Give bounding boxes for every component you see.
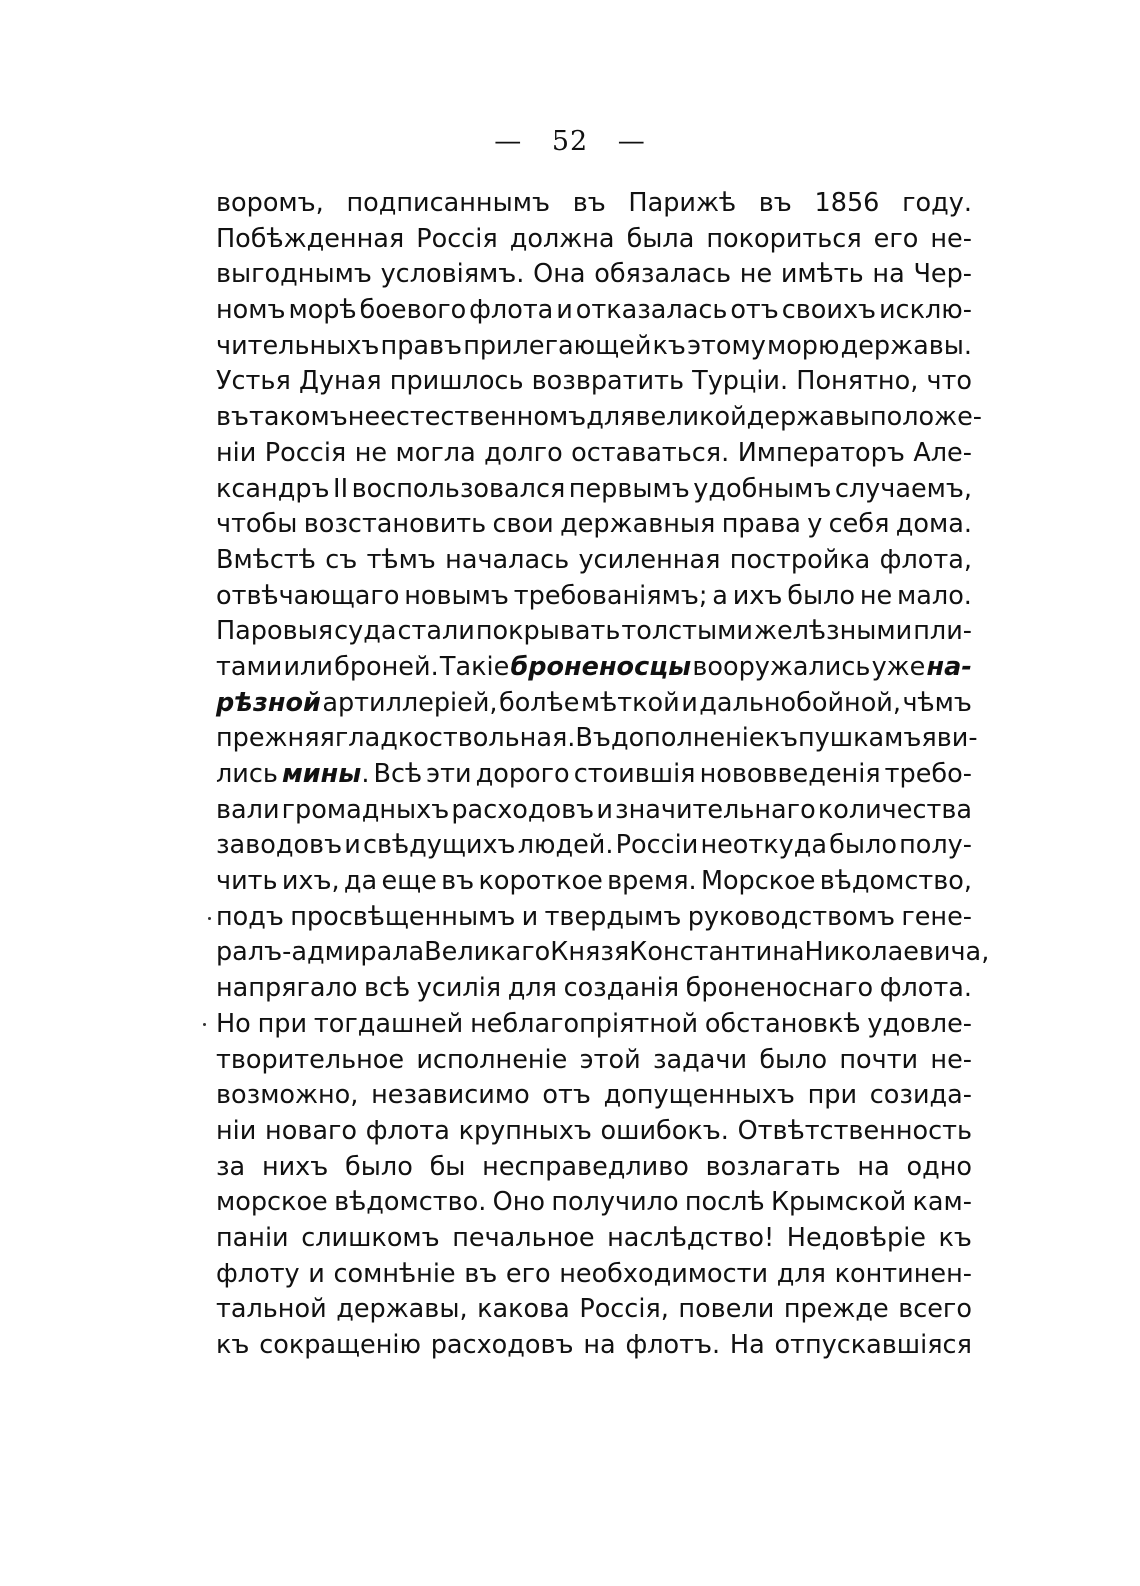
word: руководствомъ [687, 901, 895, 932]
word: ксандръ [216, 473, 330, 504]
word: заводовъ [216, 830, 343, 861]
word: отъ [730, 295, 779, 326]
word: чить [216, 866, 278, 897]
word: Всѣ [373, 759, 423, 789]
word: и [681, 687, 698, 718]
word: сокращенію [259, 1330, 421, 1360]
word: нихъ [261, 1151, 329, 1182]
word: болѣе [498, 687, 580, 718]
word: къ [938, 1222, 972, 1253]
page-number-header [0, 126, 1140, 157]
text-line [216, 507, 972, 543]
word: людей. [517, 830, 614, 861]
word: своихъ [781, 295, 877, 326]
word: эти [426, 759, 472, 789]
word: отъ [542, 1080, 591, 1111]
word: оставаться. [571, 437, 730, 468]
word: выгоднымъ [216, 259, 372, 290]
word: исклю- [878, 295, 972, 326]
word: творительное [216, 1044, 405, 1075]
word: усилія [416, 973, 502, 1004]
word: получило [551, 1187, 679, 1218]
word: державныя [560, 509, 716, 540]
word: морѣ [288, 295, 357, 326]
word: за [216, 1151, 246, 1182]
word: свои [492, 509, 554, 540]
word: ихъ [732, 580, 783, 611]
word: положе- [869, 402, 982, 433]
word: значительнаго [615, 794, 816, 825]
word: дальнобойной, [699, 687, 901, 718]
word: великой [635, 402, 747, 433]
word: гладкоствольная. [334, 723, 576, 754]
word: континен- [834, 1258, 972, 1289]
word: наслѣдство! [607, 1222, 775, 1253]
text-line [216, 971, 972, 1007]
word: и [308, 1258, 325, 1289]
word: Князя [550, 937, 630, 968]
word: просвѣщеннымъ [290, 901, 516, 932]
word: къ [764, 723, 798, 754]
word: неоткуда [700, 830, 828, 861]
word: для [507, 973, 557, 1004]
word: морю [766, 330, 840, 361]
word: созида- [869, 1080, 972, 1111]
word: при [807, 1080, 858, 1111]
text-line [216, 1043, 972, 1079]
word: возлагать [705, 1151, 841, 1182]
word: удовле- [867, 1008, 972, 1039]
word: стоившія [573, 759, 696, 789]
word: мало. [897, 580, 972, 611]
word: броней. [334, 651, 439, 682]
word: Николаевича, [804, 937, 990, 968]
word: а [712, 580, 728, 611]
text-line [216, 828, 972, 864]
word: печальное [452, 1222, 595, 1253]
word: и [556, 295, 573, 326]
word: началась [445, 544, 570, 575]
word: на [857, 1151, 890, 1182]
word: броненоснаго [685, 973, 874, 1004]
word: дома. [895, 509, 972, 540]
word: морское [216, 1187, 328, 1218]
word: короткое [478, 866, 603, 897]
word: всѣ [363, 973, 411, 1004]
word: Дуная [298, 366, 382, 397]
word: уже [871, 651, 926, 682]
text-line [216, 1185, 972, 1221]
word: Оно [492, 1187, 546, 1218]
italic-term: мины [281, 759, 362, 789]
word: свѣдущихъ [362, 830, 516, 861]
word: къ [652, 330, 686, 361]
word: не- [930, 223, 972, 254]
text-line [216, 329, 972, 365]
word: случаемъ, [834, 473, 972, 504]
word: тѣмъ [366, 544, 436, 575]
word: Парижѣ [628, 188, 737, 218]
word: Паровыя [216, 616, 334, 647]
text-line [216, 1114, 972, 1150]
word: 1856 [814, 188, 880, 218]
word: ралъ-адмирала [216, 937, 425, 968]
word: новымъ [404, 580, 509, 611]
text-line [216, 436, 972, 472]
word: громадныхъ [281, 794, 450, 825]
word: возможно, [216, 1080, 359, 1111]
word: нововведенія [699, 759, 881, 789]
text-line [216, 900, 972, 936]
text-line [216, 1007, 972, 1043]
text-line [216, 864, 972, 900]
word: Турціи. [692, 366, 789, 397]
word: флота [365, 1115, 450, 1146]
word: гене- [901, 901, 972, 932]
word: Недовѣріе [786, 1222, 926, 1253]
word: возстановить [303, 509, 487, 540]
word: Императоръ [737, 437, 905, 468]
word: чтобы [216, 509, 298, 540]
word: воромъ, [216, 188, 324, 218]
word: лись [216, 759, 278, 789]
word: и [521, 901, 539, 932]
text-line [216, 543, 972, 579]
word: вали [216, 794, 280, 825]
word: расходовъ [451, 794, 595, 825]
word: Понятно, [796, 366, 919, 397]
word: при [257, 1008, 308, 1039]
word: Устья [216, 366, 291, 397]
word: требо- [884, 759, 972, 789]
text-line [216, 793, 972, 829]
word: Константина [629, 937, 805, 968]
word: возвратить [531, 366, 684, 397]
word: мины. [281, 759, 370, 789]
word: сомнѣніе [333, 1258, 456, 1289]
scan-speck [203, 1023, 206, 1026]
word: ніи [216, 1115, 257, 1146]
word: было [759, 1044, 828, 1075]
word: себя [828, 509, 890, 540]
word: Россія [264, 437, 347, 468]
word: II [333, 473, 349, 504]
text-line [216, 1150, 972, 1186]
word: этому [687, 330, 766, 361]
italic-term: броненосцы [510, 651, 692, 682]
word: пли- [913, 616, 972, 647]
word: чѣмъ [902, 687, 972, 718]
word: въ [572, 188, 606, 218]
word: покориться [706, 223, 862, 254]
word: дорого [475, 759, 570, 789]
word: году. [902, 188, 972, 218]
word: Россія, [579, 1294, 669, 1325]
word: толстыми [621, 616, 753, 647]
word: или [283, 651, 333, 682]
word: и [344, 830, 361, 861]
word: да [343, 866, 378, 897]
word: тами [216, 651, 283, 682]
word: не [739, 259, 773, 290]
text-line [216, 650, 972, 686]
word: необходимости [559, 1258, 769, 1289]
word: Она [533, 259, 586, 290]
word: къ [216, 1330, 250, 1360]
word: права [721, 509, 801, 540]
word: пушкамъ [797, 723, 922, 754]
word: номъ [216, 295, 286, 326]
word: вѣдомство, [819, 866, 972, 897]
word: его [505, 1258, 551, 1289]
text-line [216, 1257, 972, 1293]
text-line [216, 186, 972, 222]
word: суда [334, 616, 397, 647]
word: допущенныхъ [603, 1080, 795, 1111]
text-line [216, 579, 972, 615]
word: чительныхъ [216, 330, 380, 361]
word: усиленная [578, 544, 721, 575]
word: тогдашней [313, 1008, 464, 1039]
word: обстановкѣ [704, 1008, 861, 1039]
word: подписаннымъ [346, 188, 550, 218]
text-line [216, 614, 972, 650]
word: Великаго [424, 937, 551, 968]
word: правъ [380, 330, 463, 361]
word: удобнымъ [693, 473, 832, 504]
text-line [216, 293, 972, 329]
word: новаго [265, 1115, 357, 1146]
word: прилегающей [463, 330, 652, 361]
word: желѣзными [753, 616, 913, 647]
word: первымъ [568, 473, 690, 504]
word: и [596, 794, 613, 825]
text-line [216, 222, 972, 258]
word: Россіи [615, 830, 699, 861]
word: Отвѣтственность [737, 1115, 972, 1146]
word: исполненіе [416, 1044, 568, 1075]
text-line [216, 257, 972, 293]
word: повели [678, 1294, 775, 1325]
word: не [859, 580, 893, 611]
word: напрягало [216, 973, 358, 1004]
word: такомъ [249, 402, 348, 433]
word: артиллеріей, [322, 687, 498, 718]
word: Въ [575, 723, 611, 754]
word: въ [216, 402, 250, 433]
word: въ [441, 866, 475, 897]
text-line [216, 1221, 972, 1257]
word: Крымской [770, 1187, 907, 1218]
word: условіямъ. [380, 259, 525, 290]
word: Вмѣстѣ [216, 544, 316, 575]
text-line [216, 1328, 972, 1364]
word: съ [325, 544, 358, 575]
word: Такіе [439, 651, 510, 682]
word: прежняя [216, 723, 335, 754]
word: державы [746, 402, 870, 433]
word: всего [898, 1294, 972, 1325]
word: подъ [216, 901, 284, 932]
word: его [873, 223, 919, 254]
word: флота, [879, 544, 972, 575]
word: было [787, 580, 856, 611]
word: этой [579, 1044, 641, 1075]
word: мѣткой [580, 687, 680, 718]
word: для [776, 1258, 826, 1289]
word: въ [464, 1258, 498, 1289]
word [927, 650, 972, 686]
word: отказалась [575, 295, 728, 326]
word: не [354, 437, 388, 468]
word: одно [906, 1151, 972, 1182]
word: имѣть [780, 259, 864, 290]
word: вооружались [692, 651, 871, 682]
word: Но [216, 1008, 251, 1039]
word: независимо [371, 1080, 530, 1111]
word: воспользовался [351, 473, 566, 504]
word: неблагопріятной [470, 1008, 699, 1039]
word: почти [839, 1044, 919, 1075]
word [216, 686, 321, 722]
word: созданія [563, 973, 680, 1004]
scan-speck [208, 917, 211, 920]
word: Морское [700, 866, 816, 897]
word: должна [509, 223, 615, 254]
word: несправедливо [482, 1151, 689, 1182]
word: въ [758, 188, 792, 218]
word: Чер- [913, 259, 972, 290]
page-number-dash-left: — [494, 126, 523, 157]
text-line [216, 364, 972, 400]
word: ніи [216, 437, 257, 468]
word: послѣ [684, 1187, 765, 1218]
word: на [872, 259, 905, 290]
word: державы. [840, 330, 972, 361]
word: флоту [216, 1258, 300, 1289]
text-line [216, 1292, 972, 1328]
word: яви- [921, 723, 978, 754]
word: расходовъ [430, 1330, 574, 1360]
word: задачи [652, 1044, 748, 1075]
word: количества [817, 794, 972, 825]
page-number: 52 [551, 126, 589, 157]
word: вѣдомство. [334, 1187, 487, 1218]
word: пришлось [389, 366, 524, 397]
word: было [345, 1151, 413, 1182]
word: у [807, 509, 823, 540]
text-line [216, 472, 972, 508]
word: время. [607, 866, 697, 897]
word: отвѣчающаго [216, 580, 400, 611]
word: могла [395, 437, 476, 468]
word: покрывать [475, 616, 621, 647]
italic-term: рѣзной [216, 687, 321, 718]
word: не- [930, 1044, 972, 1075]
word: прежде [783, 1294, 889, 1325]
word: флота. [879, 973, 972, 1004]
word: на [583, 1330, 616, 1360]
text-line [216, 935, 990, 971]
word: было [829, 830, 897, 861]
word: На [729, 1330, 765, 1360]
word [510, 650, 691, 686]
text-line [216, 686, 972, 722]
word: для [586, 402, 636, 433]
word: Побѣжденная [216, 223, 405, 254]
word: Але- [913, 437, 972, 468]
word: стали [397, 616, 475, 647]
word: отпускавшіяся [774, 1330, 972, 1360]
word: ихъ, [281, 866, 340, 897]
word: Россія [416, 223, 498, 254]
page-number-dash-right: — [617, 126, 646, 157]
word: что [926, 366, 972, 397]
text-line [216, 757, 972, 793]
word: флотъ. [625, 1330, 721, 1360]
italic-term: на- [926, 651, 972, 682]
text-line [216, 400, 982, 436]
text-line [216, 721, 978, 757]
word: какова [477, 1294, 570, 1325]
word: неестественномъ [347, 402, 587, 433]
word: еще [381, 866, 437, 897]
word: полу- [899, 830, 972, 861]
word: дополненіе [610, 723, 765, 754]
word: обязалась [594, 259, 732, 290]
word: крупныхъ [458, 1115, 592, 1146]
text-line [216, 1078, 972, 1114]
word: слишкомъ [301, 1222, 440, 1253]
word: паніи [216, 1222, 289, 1253]
body-text [216, 186, 990, 1364]
word: державы, [336, 1294, 468, 1325]
word: бы [429, 1151, 466, 1182]
word: требованіямъ; [513, 580, 708, 611]
word: постройка [729, 544, 871, 575]
word: твердымъ [544, 901, 682, 932]
word: флота [469, 295, 554, 326]
word: долго [484, 437, 563, 468]
word: тальной [216, 1294, 327, 1325]
word: кам- [912, 1187, 972, 1218]
word: была [626, 223, 695, 254]
word: боевого [359, 295, 467, 326]
word: ошибокъ. [600, 1115, 729, 1146]
